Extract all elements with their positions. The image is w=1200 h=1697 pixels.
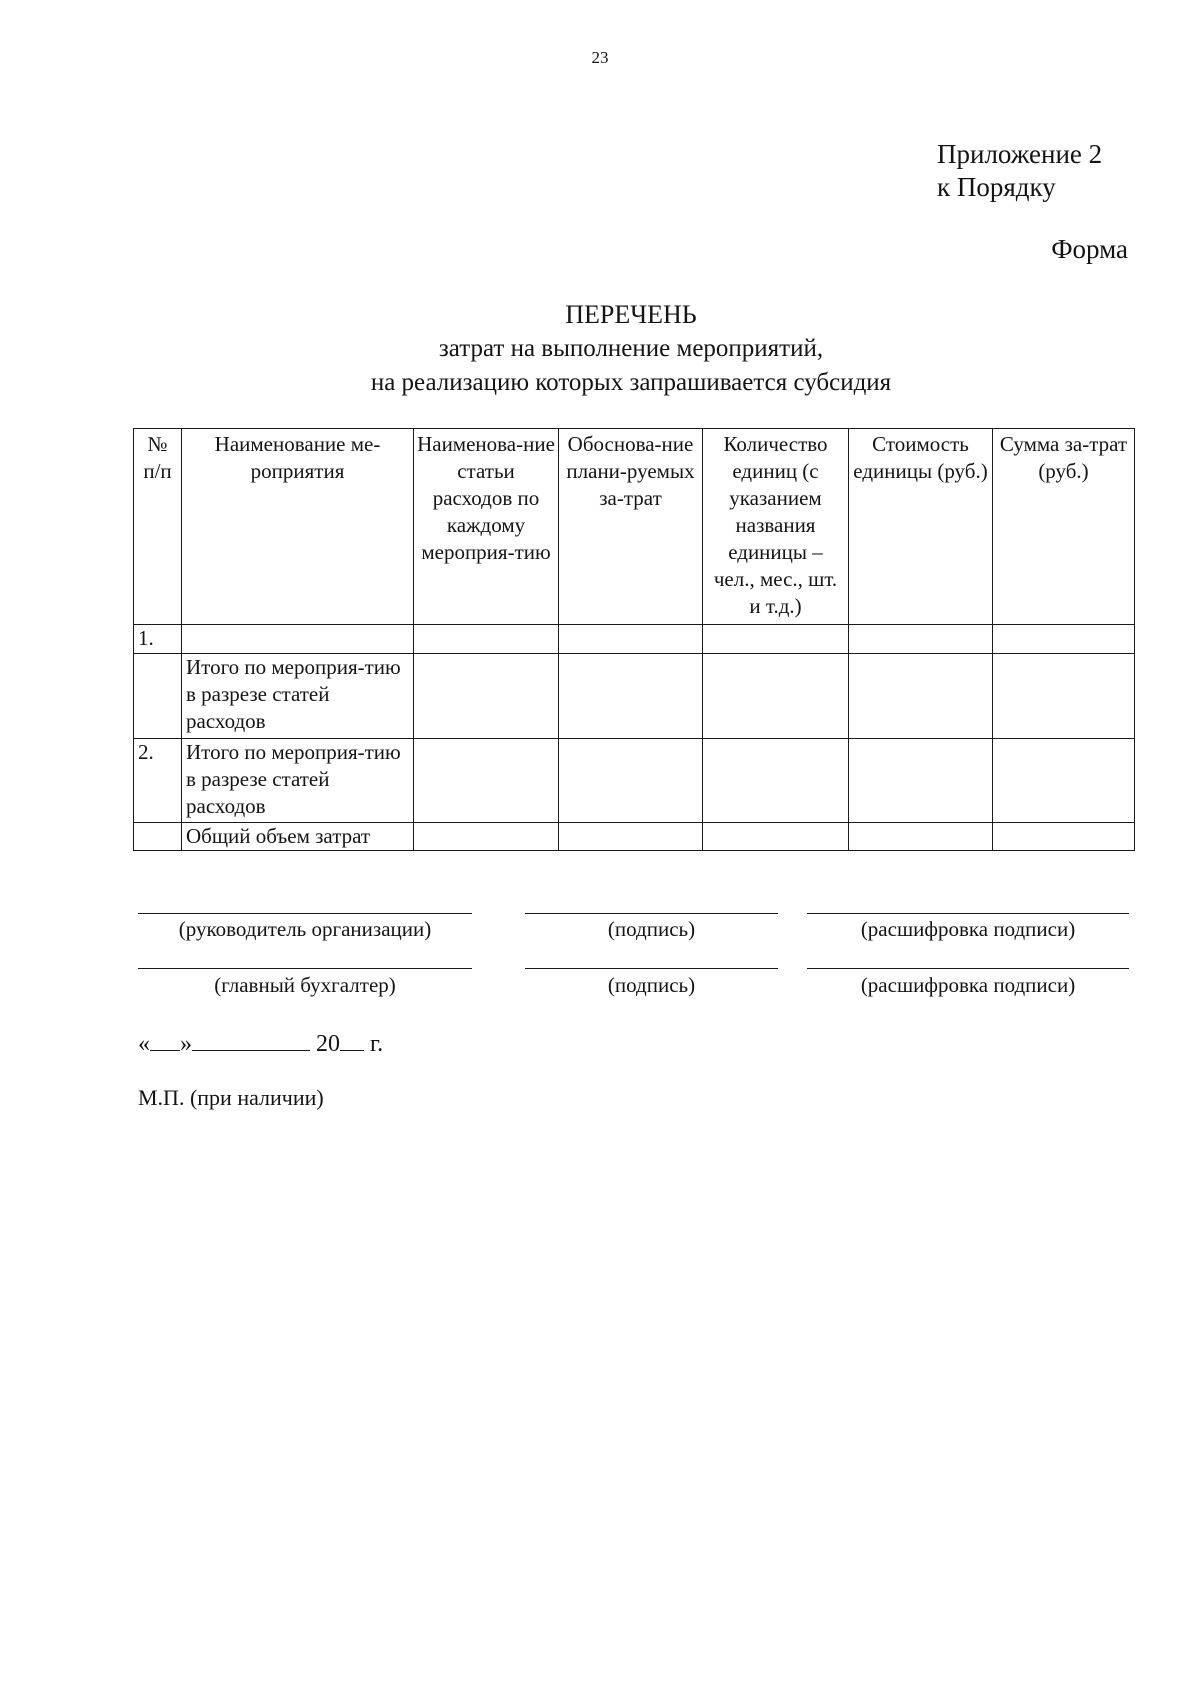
table-cell [414, 739, 559, 823]
year-prefix: 20 [316, 1031, 340, 1057]
table-cell [703, 823, 849, 851]
chief-accountant-caption: (главный бухгалтер) [214, 973, 396, 997]
header-event-name: Наименование ме-роприятия [182, 429, 414, 625]
table-cell [993, 739, 1135, 823]
date-close-quote: » [180, 1031, 192, 1057]
table-cell [849, 739, 993, 823]
header-total-cost: Сумма за-трат (руб.) [993, 429, 1135, 625]
row-name: Общий объем затрат [182, 823, 414, 851]
table-cell [703, 739, 849, 823]
title-line-2: затрат на выполнение мероприятий, [438, 335, 824, 362]
signature-line [525, 913, 778, 914]
table-cell [993, 625, 1135, 654]
header-unit-cost: Стоимость единицы (руб.) [849, 429, 993, 625]
table-header-row [134, 429, 1135, 625]
table-cell [559, 654, 703, 739]
row-name: Итого по мероприя-тию в разрезе статей расходов [182, 739, 414, 823]
signature-line [525, 968, 778, 969]
row-name [182, 625, 414, 654]
table-row [134, 739, 1135, 823]
table-cell [849, 654, 993, 739]
head-of-organization-caption: (руководитель организации) [178, 917, 432, 941]
row-number [134, 654, 182, 739]
form-label: Форма [1051, 234, 1128, 264]
table-cell [849, 823, 993, 851]
table-cell [993, 823, 1135, 851]
header-expense-item: Наименова-ние статьи расходов по каждому мероприя-тию [414, 429, 559, 625]
signature-decoding-caption: (расшифровка подписи) [860, 917, 1076, 941]
year-blank [340, 1026, 364, 1051]
signature-line [807, 913, 1129, 914]
row-number: 1. [134, 625, 182, 654]
table-cell [993, 654, 1135, 739]
header-number: № п/п [134, 429, 182, 625]
day-blank [150, 1026, 180, 1051]
table-row [134, 654, 1135, 739]
table-cell [559, 625, 703, 654]
page-number: 23 [591, 48, 609, 67]
month-blank [192, 1026, 310, 1051]
signature-line [807, 968, 1129, 969]
title-main: ПЕРЕЧЕНЬ [565, 300, 697, 329]
signature-line [138, 913, 472, 914]
table-row [134, 625, 1135, 654]
table-cell [414, 823, 559, 851]
table-cell [559, 823, 703, 851]
header-quantity: Количество единиц (с указанием названия единицы – чел., мес., шт. и т.д.) [703, 429, 849, 625]
signature-line [138, 968, 472, 969]
document-title [0, 298, 1200, 400]
header-justification: Обоснова-ние плани-руемых за-трат [559, 429, 703, 625]
table-cell [414, 654, 559, 739]
signature-caption: (подпись) [607, 917, 696, 941]
year-suffix: г. [370, 1031, 384, 1057]
costs-table [133, 428, 1135, 851]
table-cell [849, 625, 993, 654]
date-open-quote: « [138, 1031, 150, 1057]
row-number [134, 823, 182, 851]
signature-decoding-caption: (расшифровка подписи) [860, 973, 1076, 997]
table-cell [703, 625, 849, 654]
appendix-reference [937, 138, 1102, 204]
row-number: 2. [134, 739, 182, 823]
table-cell [559, 739, 703, 823]
row-name: Итого по мероприя-тию в разрезе статей расходов [182, 654, 414, 739]
appendix-line-2: к Порядку [937, 172, 1056, 202]
table-cell [703, 654, 849, 739]
signature-caption: (подпись) [607, 973, 696, 997]
stamp-place-label: М.П. (при наличии) [138, 1085, 324, 1110]
date-line [138, 1026, 383, 1058]
title-line-3: на реализацию которых запрашивается субсидия [370, 369, 892, 396]
table-cell [414, 625, 559, 654]
table-row [134, 823, 1135, 851]
appendix-line-1: Приложение 2 [937, 139, 1103, 169]
